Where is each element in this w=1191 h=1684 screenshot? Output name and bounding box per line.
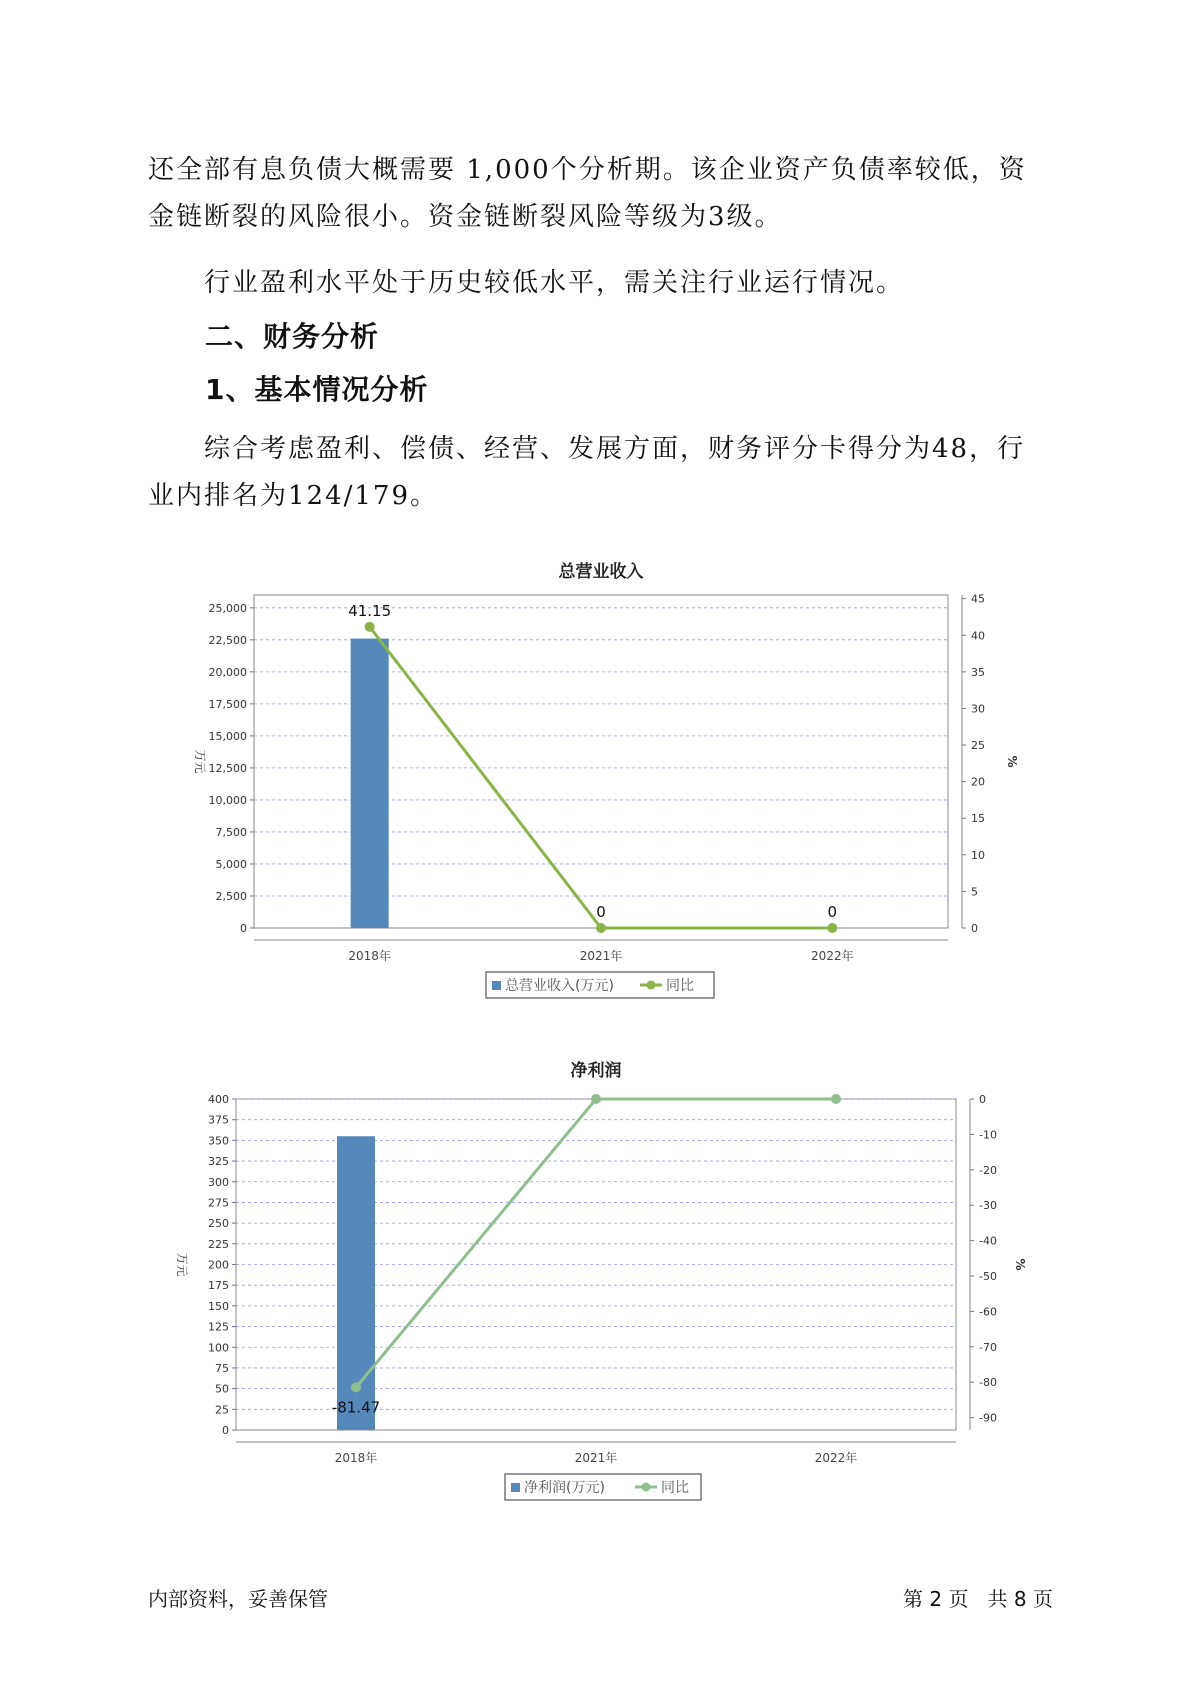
x-tick-label: 2022年 — [814, 1451, 858, 1465]
y-tick-label: 275 — [208, 1196, 229, 1210]
y-tick-label: 17,500 — [208, 697, 247, 711]
yoy-point-0 — [365, 622, 375, 632]
y-tick-label: 5,000 — [215, 857, 247, 871]
y-tick-label: 150 — [208, 1299, 229, 1313]
footer-page-number: 第 2 页 共 8 页 — [903, 1587, 1053, 1611]
y2-tick-label: -80 — [979, 1376, 997, 1390]
legend-label-line: 同比 — [661, 1480, 689, 1496]
y2-tick-label: 10 — [971, 848, 985, 862]
net-profit-chart — [160, 1042, 1027, 1506]
y-tick-label: 50 — [215, 1382, 229, 1396]
section-heading: 二、财务分析 — [205, 320, 380, 353]
yoy-data-label-0: -81.47 — [331, 1398, 381, 1417]
yoy-data-label-2: 0 — [827, 903, 838, 921]
y2-tick-label: 45 — [971, 592, 985, 606]
y-tick-label: 200 — [208, 1258, 229, 1272]
y-tick-label: 325 — [208, 1155, 229, 1169]
y2-tick-label: 25 — [971, 739, 985, 753]
y2-tick-label: -70 — [979, 1340, 997, 1354]
y2-tick-label: 5 — [971, 885, 978, 899]
revenue-chart — [160, 545, 1020, 1009]
legend-label-line: 同比 — [666, 978, 694, 994]
y-tick-label: 175 — [208, 1279, 229, 1293]
bar-0 — [351, 639, 389, 928]
y-tick-label: 100 — [208, 1341, 229, 1355]
y-tick-label: 22,500 — [208, 633, 247, 647]
yoy-data-label-0: 41.15 — [348, 601, 392, 620]
y-axis-label: 万元 — [175, 1252, 189, 1277]
yoy-point-2 — [831, 1094, 841, 1104]
footer-confidential: 内部资料，妥善保管 — [148, 1587, 328, 1611]
y-tick-label: 7,500 — [215, 825, 247, 839]
legend-label-bar: 净利润(万元) — [524, 1480, 605, 1496]
y-tick-label: 20,000 — [208, 665, 247, 679]
y2-tick-label: -60 — [979, 1305, 997, 1319]
y-tick-label: 225 — [208, 1237, 229, 1251]
y-tick-label: 300 — [208, 1175, 229, 1189]
chart-title: 总营业收入 — [558, 562, 644, 582]
legend-swatch-bar — [492, 981, 501, 990]
y2-tick-label: -40 — [979, 1234, 997, 1248]
x-tick-label: 2018年 — [334, 1451, 378, 1465]
y2-tick-label: -20 — [979, 1163, 997, 1177]
paragraph-industry: 行业盈利水平处于历史较低水平，需关注行业运行情况。 — [204, 268, 905, 298]
y-tick-label: 400 — [208, 1093, 229, 1106]
y-tick-label: 2,500 — [215, 889, 247, 903]
net-profit-chart-svg — [160, 1042, 1027, 1502]
legend-swatch-dot — [647, 981, 656, 990]
x-tick-label: 2021年 — [574, 1451, 618, 1465]
y2-tick-label: 0 — [979, 1093, 986, 1106]
yoy-point-1 — [596, 923, 606, 933]
yoy-point-2 — [827, 923, 837, 933]
y-tick-label: 375 — [208, 1113, 229, 1127]
y-tick-label: 0 — [240, 922, 247, 935]
y2-tick-label: 0 — [971, 922, 978, 935]
y2-tick-label: 20 — [971, 775, 985, 789]
chart-title: 净利润 — [570, 1061, 622, 1081]
y2-axis-label: % — [1013, 1258, 1027, 1271]
subsection-heading: 1、基本情况分析 — [205, 373, 429, 406]
y2-tick-label: -90 — [979, 1411, 997, 1425]
y2-tick-label: 35 — [971, 665, 985, 679]
y-tick-label: 15,000 — [208, 729, 247, 743]
paragraph-score: 综合考虑盈利、偿债、经营、发展方面，财务评分卡得分为48，行业内排名为124/179。 — [148, 434, 1026, 511]
legend-swatch-dot — [642, 1483, 651, 1492]
y-tick-label: 10,000 — [208, 793, 247, 807]
paragraph-debt: 还全部有息负债大概需要 1,000个分析期。该企业资产负债率较低，资金链断裂的风险很小。资金链断裂风险等级为3级。 — [148, 155, 1027, 232]
y-axis-label: 万元 — [193, 749, 207, 774]
x-tick-label: 2021年 — [579, 949, 623, 963]
y-tick-label: 250 — [208, 1217, 229, 1231]
y2-axis-label: % — [1005, 755, 1019, 768]
y2-tick-label: 15 — [971, 812, 985, 826]
x-tick-label: 2018年 — [348, 949, 391, 963]
y-tick-label: 350 — [208, 1134, 229, 1148]
legend-swatch-bar — [511, 1483, 520, 1492]
revenue-chart-svg — [160, 545, 1020, 1005]
yoy-point-0 — [351, 1382, 361, 1392]
y2-tick-label: 40 — [971, 629, 985, 643]
y-tick-label: 75 — [215, 1361, 229, 1375]
x-tick-label: 2022年 — [811, 949, 854, 963]
y-tick-label: 125 — [208, 1320, 229, 1334]
y-tick-label: 25,000 — [208, 601, 247, 615]
y-tick-label: 12,500 — [208, 761, 247, 775]
legend-label-bar: 总营业收入(万元) — [505, 978, 614, 994]
yoy-data-label-1: 0 — [596, 903, 606, 921]
y2-tick-label: -50 — [979, 1270, 997, 1284]
y-tick-label: 25 — [215, 1403, 229, 1417]
yoy-point-1 — [591, 1094, 601, 1104]
y2-tick-label: -10 — [979, 1128, 997, 1142]
y2-tick-label: 30 — [971, 702, 985, 716]
y-tick-label: 0 — [222, 1424, 229, 1437]
y2-tick-label: -30 — [979, 1199, 997, 1213]
